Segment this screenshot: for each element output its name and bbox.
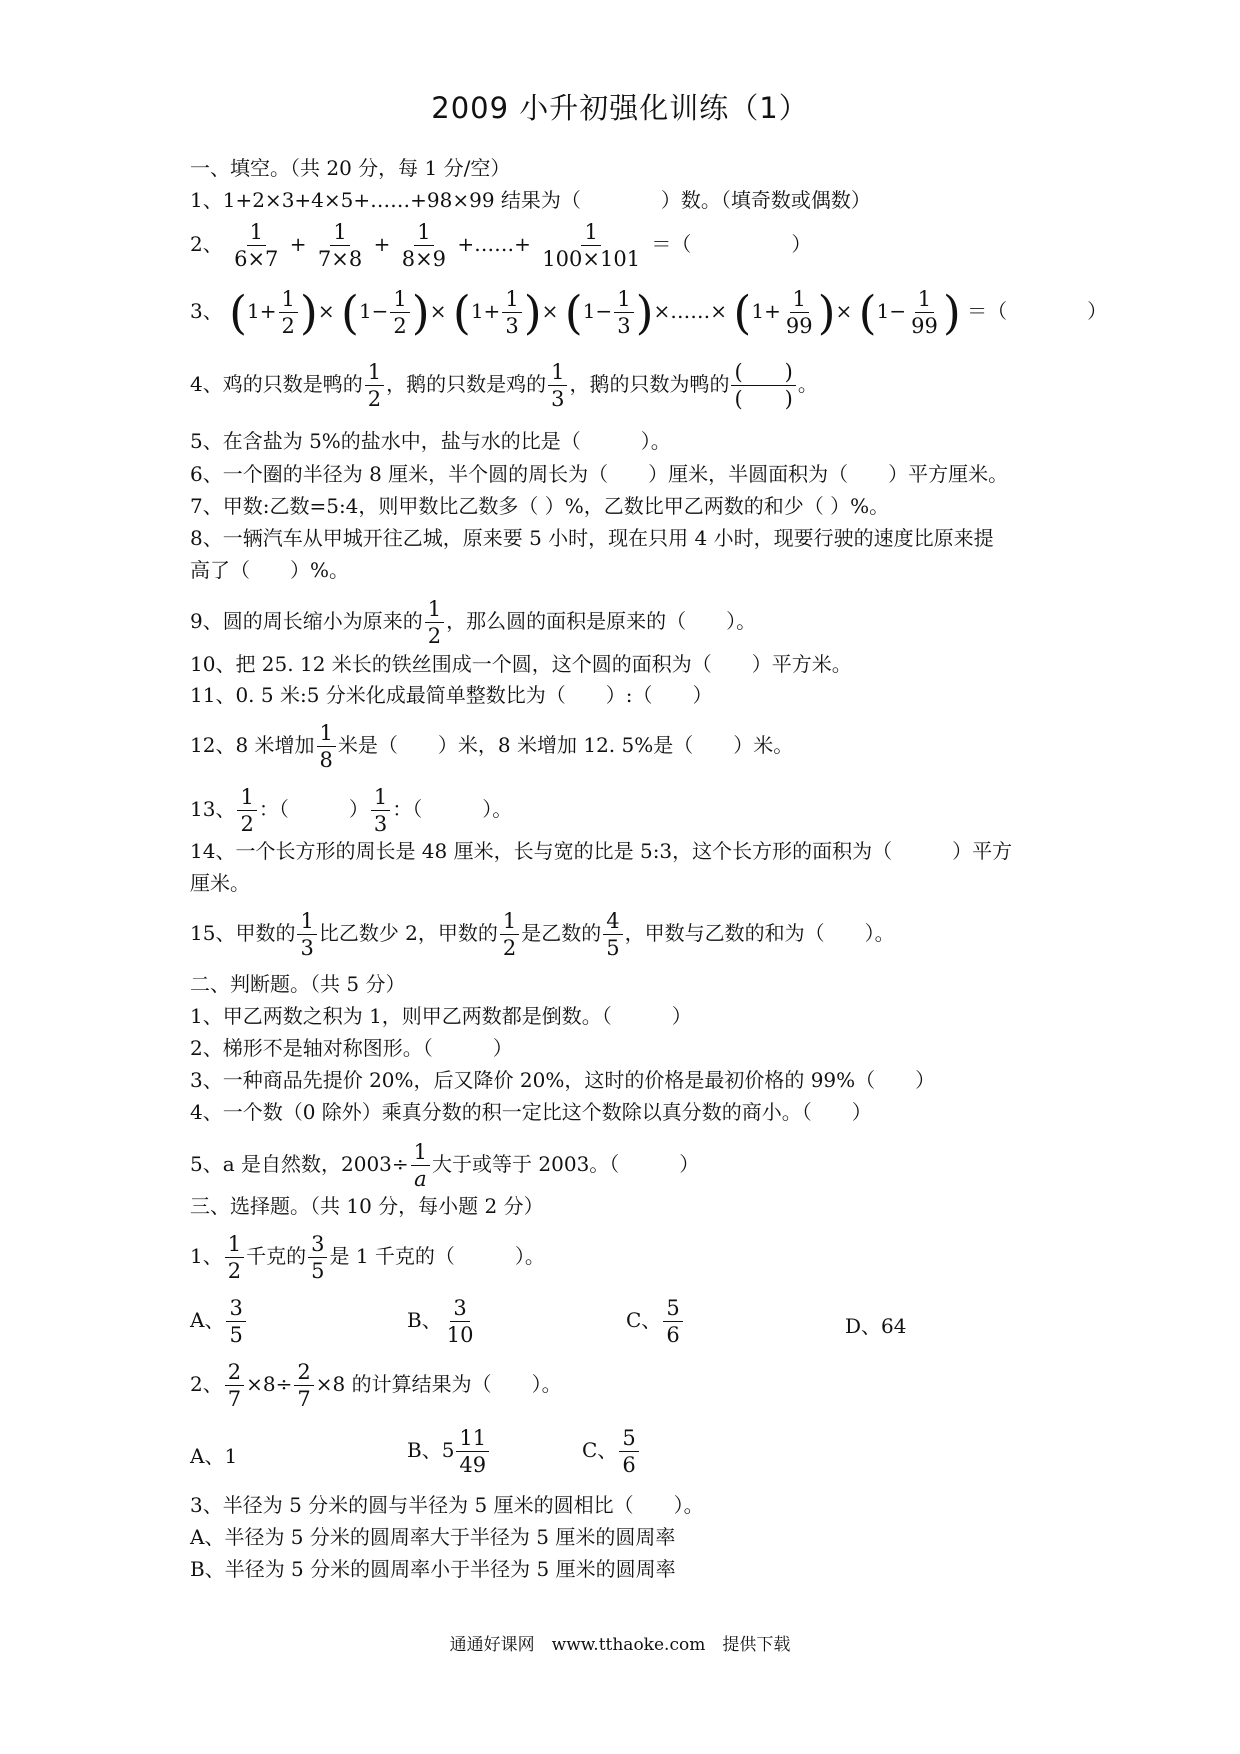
fraction: $\frac{1}{100\times 101}$ [542,220,641,271]
q-number: 2、 [190,232,223,256]
question-1-9: 9、圆的周长缩小为原来的 $\frac{1}{2}$ ，那么圆的面积是原来的（ ）。 [190,597,757,648]
fraction: $\frac{1}{7\times 8}$ [317,220,363,271]
question-3-2-option-a[interactable]: A、1 [190,1444,238,1468]
question-3-1: 1、 $\frac{1}{2}$ 千克的 $\frac{3}{5}$ 是 1 千克的（ ）。 [190,1232,545,1283]
answer-blank-fraction[interactable]: $\frac{( )}{( )}$ [731,361,795,410]
fraction: $\frac{1}{8\times 9}$ [401,220,447,271]
question-3-1-option-b[interactable]: B、 $\frac{3}{10}$ [407,1296,474,1347]
question-3-2-option-c[interactable]: C、 $\frac{5}{6}$ [582,1427,641,1476]
question-2-5: 5、a 是自然数，2003÷ $\frac{1}{a}$ 大于或等于 2003。（ ） [190,1140,700,1191]
question-1-2: 2、 $\frac{1}{6\times 7}$ + $\frac{1}{7\times 8}$ + $\frac{1}{8\times 9}$ +……+ $\frac{1}{100\times 101}$ ＝（ ） [190,220,812,271]
question-1-3: 3、 (1+ $\frac{1}{2}$ )× (1− $\frac{1}{2}$ )× (1+ $\frac{1}{3}$ )× (1− $\frac{1}{3}$ )×……× (1+ $\frac{1}{99}$ )× (1− $\frac{1}{99}$ ) ＝（ ） [190,285,1108,340]
question-3-3-option-b[interactable]: B、半径为 5 分米的圆周率小于半径为 5 厘米的圆周率 [190,1557,676,1581]
question-2-3: 3、一种商品先提价 20%，后又降价 20%，这时的价格是最初价格的 99%（ ） [190,1068,936,1092]
question-1-1: 1、1+2×3+4×5+……+98×99 结果为（ ）数。（填奇数或偶数） [190,188,871,212]
question-1-15: 15、甲数的 $\frac{1}{3}$ 比乙数少 2，甲数的 $\frac{1}{2}$ 是乙数的 $\frac{4}{5}$ ，甲数与乙数的和为（ ）。 [190,909,895,960]
question-1-10: 10、把 25. 12 米长的铁丝围成一个圆，这个圆的面积为（ ）平方米。 [190,652,852,676]
section-2-heading: 二、判断题。（共 5 分） [190,972,406,996]
question-1-7: 7、甲数:乙数=5:4，则甲数比乙数多（ ）%，乙数比甲乙两数的和少（ ）%。 [190,494,890,518]
fraction: $\frac{1}{6\times 7}$ [234,220,279,271]
question-1-14-line-1: 14、一个长方形的周长是 48 厘米，长与宽的比是 5:3，这个长方形的面积为（ ）平方 [190,839,1013,863]
question-1-6: 6、一个圈的半径为 8 厘米，半个圆的周长为（ ）厘米，半圆面积为（ ）平方厘米。 [190,462,1009,486]
question-1-11: 11、0. 5 米:5 分米化成最简单整数比为（ ）:（ ） [190,683,713,707]
page-title: 2009 小升初强化训练（1） [431,91,809,125]
question-3-3: 3、半径为 5 分米的圆与半径为 5 厘米的圆相比（ ）。 [190,1493,704,1517]
section-1-heading: 一、填空。（共 20 分，每 1 分/空） [190,156,511,180]
question-1-4: 4、鸡的只数是鸭的 $\frac{1}{2}$ ，鹅的只数是鸡的 $\frac{1}{3}$ ，鹅的只数为鸭的 $\frac{( )}{( )}$ 。 [190,360,818,411]
question-1-14-line-2: 厘米。 [190,871,250,895]
question-3-1-option-d[interactable]: D、64 [845,1314,907,1338]
question-3-1-option-a[interactable]: A、 $\frac{3}{5}$ [190,1297,248,1346]
question-3-3-option-a[interactable]: A、半径为 5 分米的圆周率大于半径为 5 厘米的圆周率 [190,1525,676,1549]
section-3-heading: 三、选择题。（共 10 分，每小题 2 分） [190,1194,544,1218]
question-2-1: 1、甲乙两数之积为 1，则甲乙两数都是倒数。（ ） [190,1004,692,1028]
question-2-4: 4、一个数（0 除外）乘真分数的积一定比这个数除以真分数的商小。（ ） [190,1100,872,1124]
question-2-2: 2、梯形不是轴对称图形。（ ） [190,1036,513,1060]
question-3-2-option-b[interactable]: B、5 $\frac{11}{49}$ [407,1427,491,1476]
question-3-1-option-c[interactable]: C、 $\frac{5}{6}$ [626,1297,685,1346]
question-1-13: 13、 $\frac{1}{2}$ ：（ ） $\frac{1}{3}$ ：（ ）。 [190,785,513,836]
question-1-12: 12、8 米增加 $\frac{1}{8}$ 米是（ ）米，8 米增加 12. 5%是（ ）米。 [190,721,794,772]
question-1-5: 5、在含盐为 5%的盐水中，盐与水的比是（ ）。 [190,429,671,453]
footer-credit: 通通好课网 www.tthaoke.com 提供下载 [449,1635,791,1655]
question-3-2: 2、 $\frac{2}{7}$ ×8÷ $\frac{2}{7}$ ×8 的计算结果为（ ）。 [190,1360,562,1411]
question-1-8-line-1: 8、一辆汽车从甲城开往乙城，原来要 5 小时，现在只用 4 小时，现要行驶的速度比原来提 [190,526,994,550]
question-1-8-line-2: 高了（ ）%。 [190,558,350,582]
